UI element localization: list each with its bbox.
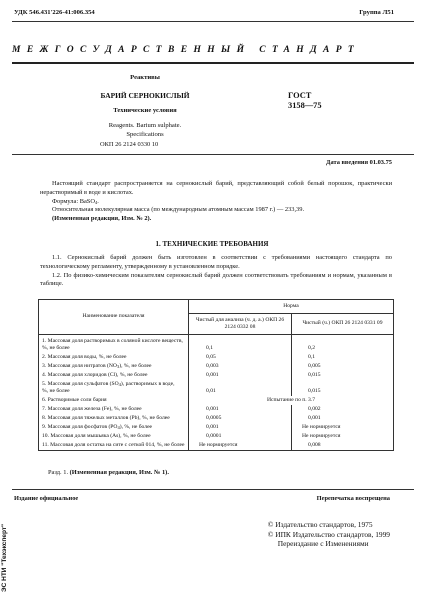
table-row [39,396,394,405]
scope-text: Настоящий стандарт распространяется на сернокислый барий, представляющий собой белый порошок, практически нерастворимый в воде и кислотах. [40,180,392,196]
row5-subscript: 4 [118,381,121,387]
formula-subscript: 4 [94,199,98,205]
row8-value-pure: 0,001 [308,414,321,421]
requirements-table [38,299,394,451]
category: Реактивы [130,74,160,81]
row9-subscript: 4 [117,424,120,430]
product-name: БАРИЙ СЕРНОКИСЛЫЙ [100,90,190,100]
footnote-amendment: (Измененная редакция, Изм. № 1). [69,469,169,476]
formula-label: Формула: BaSO [52,197,95,205]
table-row [39,380,394,396]
row5-name-end: ), растворимых в воде, [120,380,175,387]
table-row [39,414,394,423]
row7-name: 7. Массовая доля железа (Fe), %, не более [42,405,142,412]
row10-name: 10. Массовая доля мышьяка (As), %, не более [42,432,151,439]
intro-paragraph [40,180,392,224]
date-rule [12,154,414,155]
banner-rule [12,62,414,64]
clause-1-2: 1.2. По физико-химическим показателям сернокислый барий должен соответствовать требованиям и нормам, указанным в таблице. [40,271,392,288]
row3-value-analytical: 0,003 [206,362,219,369]
row4-value-pure: 0,015 [308,371,321,378]
clause-1-1: 1.1. Сернокислый барий должен быть изготовлен в соответствии с требованиями настоящего стандарта по технологическому регламенту, утвержденному в установленном порядке. [40,254,392,270]
english-title-line1: Reagents. Barium sulphate. [108,121,182,129]
amendment-note-2: (Измененная редакция, Изм. № 2). [52,215,152,223]
table-row [39,405,394,414]
table-row [39,371,394,380]
gost-designation [288,91,322,111]
row5-value-pure: 0,015 [308,387,321,394]
watermark-text: ЭС НТИ "Техэксперт" [1,523,8,592]
row7-value-pure: 0,002 [308,405,321,412]
okp-code: ОКП 26 2124 0330 10 [100,141,159,148]
table-row [39,441,394,450]
footnote-prefix: Разд. 1. [48,469,70,476]
group-code: Группа Л51 [359,9,394,16]
formula-line [40,198,392,207]
gost-number: 3158—75 [288,101,322,111]
row5-value-analytical: 0,01 [206,387,216,394]
row1-name-b: %, не более [42,344,70,351]
row7-value-analytical: 0,001 [206,405,219,412]
copyright-1999: © ИПК Издательство стандартов, 1999 [267,529,390,539]
table-row [39,353,394,362]
official-edition-label: Издание официальное [14,495,79,502]
row2-name: 2. Массовая доля воды, %, не более [42,353,127,360]
row10-value-pure: Не нормируется [302,432,341,439]
section-title: 1. ТЕХНИЧЕСКИЕ ТРЕБОВАНИЯ [155,240,269,248]
interstate-standard-banner: МЕЖГОСУДАРСТВЕННЫЙ СТАНДАРТ [12,45,361,55]
row2-value-analytical: 0,05 [206,353,216,360]
footer-rule [12,489,414,490]
reprint-prohibited-label: Перепечатка воспрещена [316,495,390,502]
table-row [39,423,394,432]
header-grade-pure: Чистый (ч.) ОКП 26 2124 0331 09 [292,313,394,334]
row9-name: 9. Массовая доля фосфатов (PO [42,423,118,430]
row4-name: 4. Массовая доля хлоридов (Cl), %, не более [42,371,148,378]
copyright-1975: © Издательство стандартов, 1975 [267,520,373,529]
row11-value-pure: 0,008 [308,441,321,448]
english-title-line2: Specifications [126,131,164,139]
row4-value-analytical: 0,001 [206,371,219,378]
header-indicator-name: Наименование показателя [39,300,189,335]
row1-value-pure: 0,2 [308,344,315,351]
row5-name-b: %, не более [42,387,70,394]
reissue-note: Переиздание с Изменениями [277,539,369,549]
section-paragraphs [40,254,392,289]
row6-name: 6. Растворимые соли бария [42,396,107,403]
document-subtitle: Технические условия [113,107,177,115]
row11-value-analytical: Не нормируется [199,441,238,448]
header-grade-analytical: Чистый для анализа (ч. д. а.) ОКП 26 2124 0332 08 [189,313,292,334]
row6-value: Испытание по п. 3.7 [266,396,316,403]
copyright-block [268,520,390,549]
header-norm: Норма [189,300,394,314]
row1-name-a: 1. Массовая доля растворимых в соляной кислоте веществ, [42,337,183,344]
introduction-date: Дата введения 01.03.75 [326,159,392,166]
row8-value-analytical: 0,0005 [206,414,222,421]
row11-name: 11. Массовая доля остатка на сите с сеткой 014, %, не более [42,441,185,448]
row3-subscript: 3 [116,363,120,369]
molecular-mass: Относительная молекулярная масса (по международным атомным массам 1987 г.) — 233,39. [52,206,305,214]
title-block [60,73,230,140]
gost-label: ГОСТ [288,91,312,100]
row9-name-end: ), %, не более [119,423,153,430]
table-row [39,334,394,352]
row8-name: 8. Массовая доля тяжелых металлов (Pb), %, не более [42,414,170,421]
udk-code: УДК 546.431'226-41:006.354 [14,9,95,16]
row1-value-analytical: 0,1 [206,344,213,351]
row3-name-end: ), %, не более [119,362,152,369]
table-row [39,362,394,371]
top-rule [12,21,414,22]
row5-name: 5. Массовая доля сульфатов (SO [42,380,119,387]
section-amendment-note [48,469,169,476]
row3-value-pure: 0,005 [308,362,321,369]
watermark [0,523,10,596]
row2-value-pure: 0,1 [308,353,315,360]
row9-value-analytical: 0,001 [206,423,219,430]
row9-value-pure: Не нормируется [302,423,341,430]
formula-end: . [97,197,99,205]
row3-name: 3. Массовая доля нитратов (NO [42,362,117,369]
table-row [39,432,394,441]
row10-value-analytical: 0,0001 [206,432,222,439]
